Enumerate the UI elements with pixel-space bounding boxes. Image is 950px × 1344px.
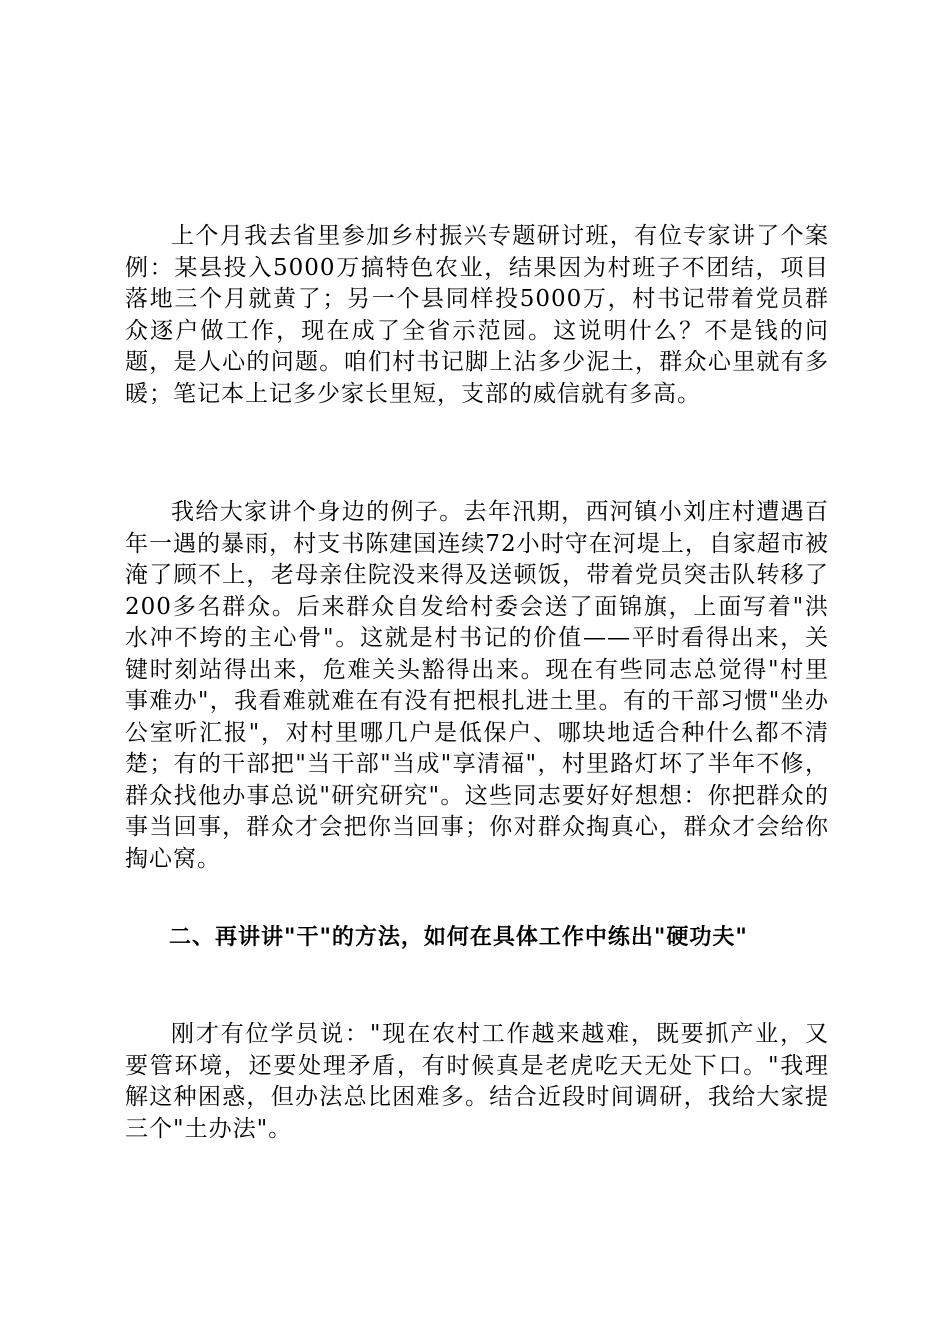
body-paragraph: 上个月我去省里参加乡村振兴专题研讨班，有位专家讲了个案例：某县投入5000万搞特色农业，结果因为村班子不团结，项目落地三个月就黄了；另一个县同样投5000万，村书记带着党员群众逐户做工作，现在成了全省示范园。这说明什么？不是钱的问题，是人心的问题。咱们村书记脚上沾多少泥土，群众心里就有多暖；笔记本上记多少家长里短，支部的威信就有多高。	[125, 223, 829, 407]
section-heading: 二、再讲讲"干"的方法，如何在具体工作中练出"硬功夫"	[169, 924, 748, 950]
body-paragraph: 我给大家讲个身边的例子。去年汛期，西河镇小刘庄村遭遇百年一遇的暴雨，村支书陈建国连续72小时守在河堤上，自家超市被淹了顾不上，老母亲住院没来得及送顿饭，带着党员突击队转移了200多名群众。后来群众自发给村委会送了面锦旗，上面写着"洪水冲不垮的主心骨"。这就是村书记的价值——平时看得出来，关键时刻站得出来，危难关头豁得出来。现在有些同志总觉得"村里事难办"，我看难就难在有没有把根扎进土里。有的干部习惯"坐办公室听汇报"，对村里哪几户是低保户、哪块地适合种什么都不清楚；有的干部把"当干部"当成"享清福"，村里路灯坏了半年不修，群众找他办事总说"研究研究"。这些同志要好好想想：你把群众的事当回事，群众才会把你当回事；你对群众掏真心，群众才会给你掏心窝。	[125, 499, 829, 872]
body-paragraph: 刚才有位学员说："现在农村工作越来越难，既要抓产业，又要管环境，还要处理矛盾，有时候真是老虎吃天无处下口。"我理解这种困惑，但办法总比困难多。结合近段时间调研，我给大家提三个"土办法"。	[125, 1021, 829, 1142]
